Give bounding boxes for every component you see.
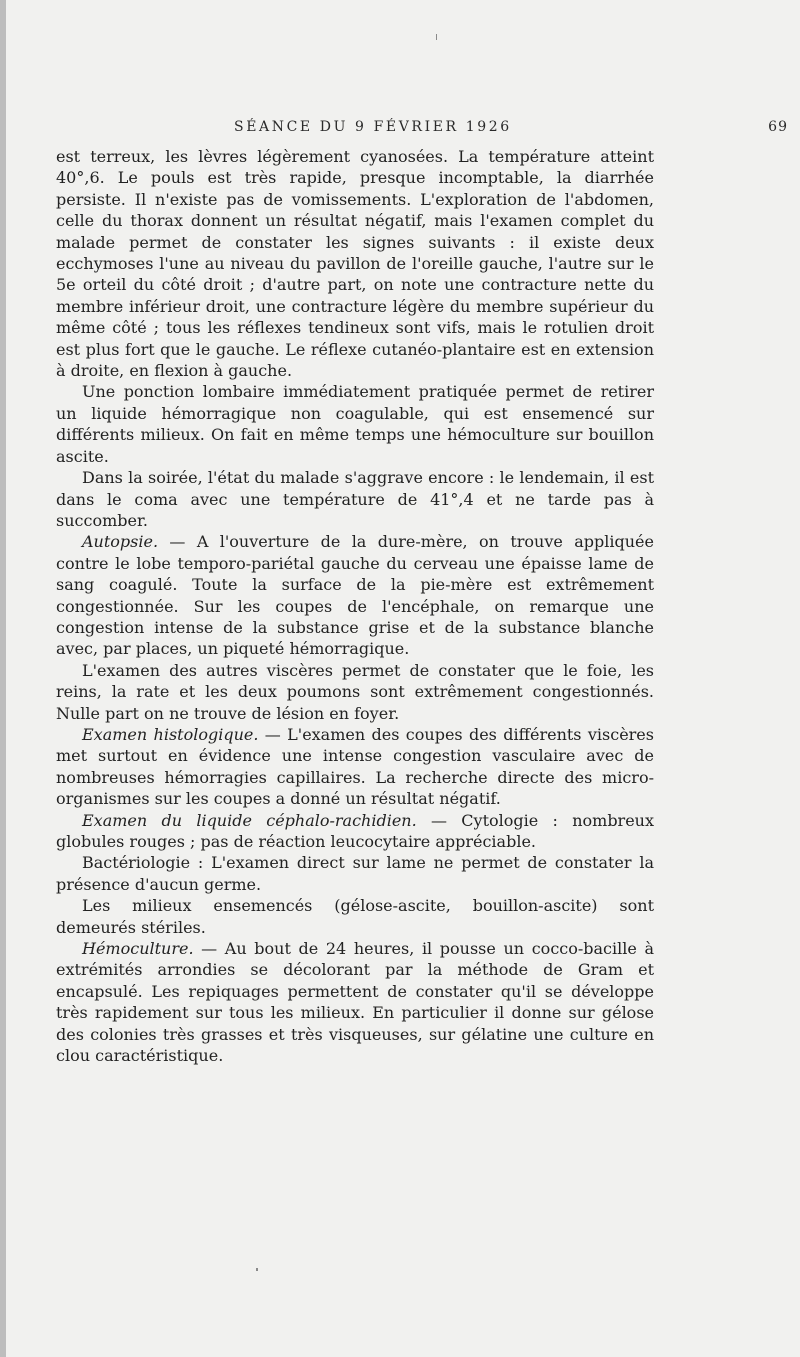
paragraph-2 [56,381,654,467]
paragraph-histologique [56,724,654,810]
paragraph-5 [56,660,654,724]
paragraph-autopsie-lead: Autopsie. [82,532,159,552]
paragraph-autopsie [56,531,654,659]
document-page [6,0,800,1357]
paragraph-bacteriologie [56,852,654,895]
paragraph-liquide-text: — Cytologie : nombreux globules rouges ; pas de réaction leucocytaire appréciable. [56,810,655,851]
paragraph-1-text: est terreux, les lèvres légèrement cyanosées. La température atteint 40°,6. Le pouls est très rapide, presque incomptable, la diarrhée persiste. Il n'existe pas de vomissements. L'exploration de l'abdomen, celle du thorax donnent un résultat négatif, mais l'examen complet du malade permet de constater les signes suivants : il existe deux ecchymoses l'une au niveau du pavillon de l'oreille gauche, l'autre sur le 5e orteil du côté droit ; d'autre part, on note une contracture nette du membre inférieur droit, une contracture légère du membre supérieur du même côté ; tous les réflexes tendineux sont vifs, mais le rotulien droit est plus fort que le gauche. Le réflexe cutanéo-plantaire est en extension à droite, en flexion à gauche. [56,147,654,381]
body-text [56,146,654,1066]
scan-speck [436,34,437,40]
paragraph-histologique-lead: Examen histologique. [82,724,259,744]
page-number: 69 [768,119,788,135]
running-header [6,119,800,143]
paragraph-milieux-text: Les milieux ensemencés (gélose-ascite, bouillon-ascite) sont demeurés stériles. [56,896,654,937]
paragraph-3 [56,467,654,531]
paragraph-autopsie-text: — A l'ouverture de la dure-mère, on trouve appliquée contre le lobe temporo-pariétal gauche du cerveau une épaisse lame de sang coagulé. Toute la surface de la pie-mère est extrêmement congestionnée. Sur les coupes de l'encéphale, on remarque une congestion intense de la substance grise et de la substance blanche avec, par places, un piqueté hémorragique. [56,532,654,659]
paragraph-milieux [56,895,654,938]
paragraph-hemoculture-text: — Au bout de 24 heures, il pousse un cocco-bacille à extrémités arrondies se décolorant par la méthode de Gram et encapsulé. Les repiquages permettent de constater qu'il se développe très rapidement sur tous les milieux. En particulier il donne sur gélose des colonies très grasses et très visqueuses, sur gélatine une culture en clou caractéristique. [56,939,654,1066]
paragraph-liquide-lead: Examen du liquide céphalo-rachidien. [82,810,417,830]
header-title: SÉANCE DU 9 FÉVRIER 1926 [234,119,512,135]
paragraph-hemoculture-lead: Hémoculture. [82,939,194,959]
paragraph-2-text: Une ponction lombaire immédiatement pratiquée permet de retirer un liquide hémorragique non coagulable, qui est ensemencé sur différents milieux. On fait en même temps une hémoculture sur bouillon ascite. [56,382,654,466]
paragraph-1 [56,146,654,381]
paragraph-5-text: L'examen des autres viscères permet de constater que le foie, les reins, la rate et les deux poumons sont extrêmement congestionnés. Nulle part on ne trouve de lésion en foyer. [56,660,654,723]
paragraph-hemoculture [56,938,654,1066]
paragraph-liquide [56,810,654,853]
paragraph-histologique-text: — L'examen des coupes des différents viscères met surtout en évidence une intense congestion vasculaire avec de nombreuses hémorragies capillaires. La recherche directe des micro-organismes sur les coupes a donné un résultat négatif. [56,724,654,809]
paragraph-bacteriologie-text: Bactériologie : L'examen direct sur lame ne permet de constater la présence d'aucun germe. [56,853,654,894]
paragraph-3-text: Dans la soirée, l'état du malade s'aggrave encore : le lendemain, il est dans le coma avec une température de 41°,4 et ne tarde pas à succomber. [56,468,654,530]
scan-speck [256,1268,258,1271]
